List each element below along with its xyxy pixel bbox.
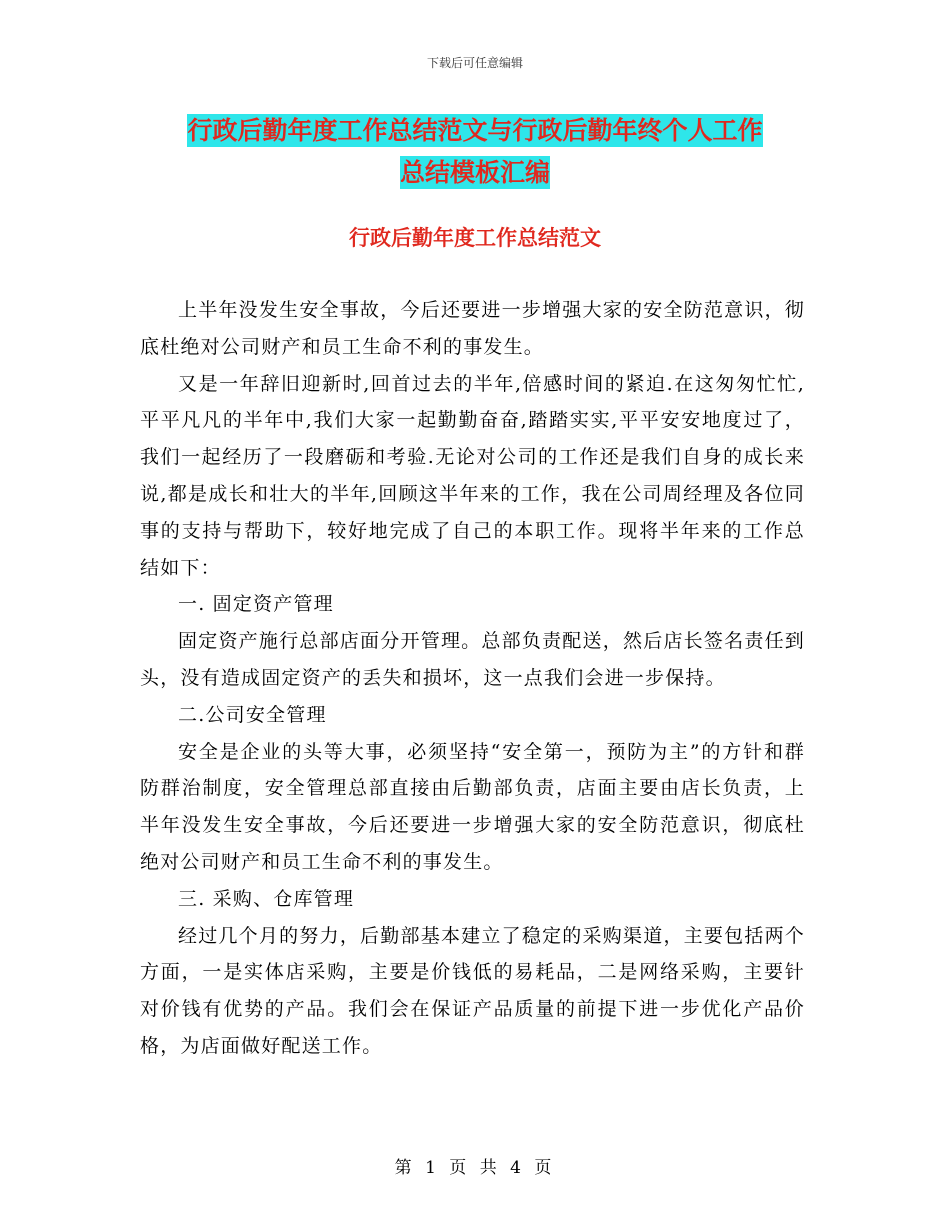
header-note: 下载后可任意编辑 xyxy=(426,56,523,70)
document-title-line-1: 行政后勤年度工作总结范文与行政后勤年终个人工作 xyxy=(187,116,763,145)
section-heading: 行政后勤年度工作总结范文 xyxy=(349,226,601,250)
paragraph: 又是一年辞旧迎新时,回首过去的半年,倍感时间的紧迫.在这匆匆忙忙,平平凡凡的半年中,我们大家一起勤勤奋奋,踏踏实实,平平安安地度过了，我们一起经历了一段磨砺和考验.无论对公司的工作还是我们自身的成长来说,都是成长和壮大的半年,回顾这半年来的工作，我在公司周经理及各位同事的支持与帮助下，较好地完成了自己的本职工作。现将半年来的工作总结如下： xyxy=(140,372,805,579)
section-item-heading: 三. 采购、仓库管理 xyxy=(178,887,355,910)
document-title xyxy=(150,110,800,194)
paragraph: 固定资产施行总部店面分开管理。总部负责配送，然后店长签名责任到头，没有造成固定资产的丢失和损坏，这一点我们会进一步保持。 xyxy=(140,630,805,689)
section-item-heading: 二.公司安全管理 xyxy=(178,703,327,726)
paragraph: 安全是企业的头等大事，必须坚持“安全第一，预防为主”的方针和群防群治制度，安全管理总部直接由后勤部负责，店面主要由店长负责，上半年没发生安全事故，今后还要进一步增强大家的安全防范意识，彻底杜绝对公司财产和员工生命不利的事发生。 xyxy=(140,740,805,873)
page-number: 第 1 页 共 4 页 xyxy=(394,1158,556,1178)
document-body xyxy=(140,292,805,1065)
paragraph: 经过几个月的努力，后勤部基本建立了稳定的采购渠道，主要包括两个方面，一是实体店采购，主要是价钱低的易耗品，二是网络采购，主要针对价钱有优势的产品。我们会在保证产品质量的前提下进一步优化产品价格，为店面做好配送工作。 xyxy=(140,924,805,1057)
paragraph: 上半年没发生安全事故，今后还要进一步增强大家的安全防范意识，彻底杜绝对公司财产和员工生命不利的事发生。 xyxy=(140,299,805,358)
section-item-heading: 一. 固定资产管理 xyxy=(178,593,334,616)
document-title-line-2: 总结模板汇编 xyxy=(399,158,550,187)
